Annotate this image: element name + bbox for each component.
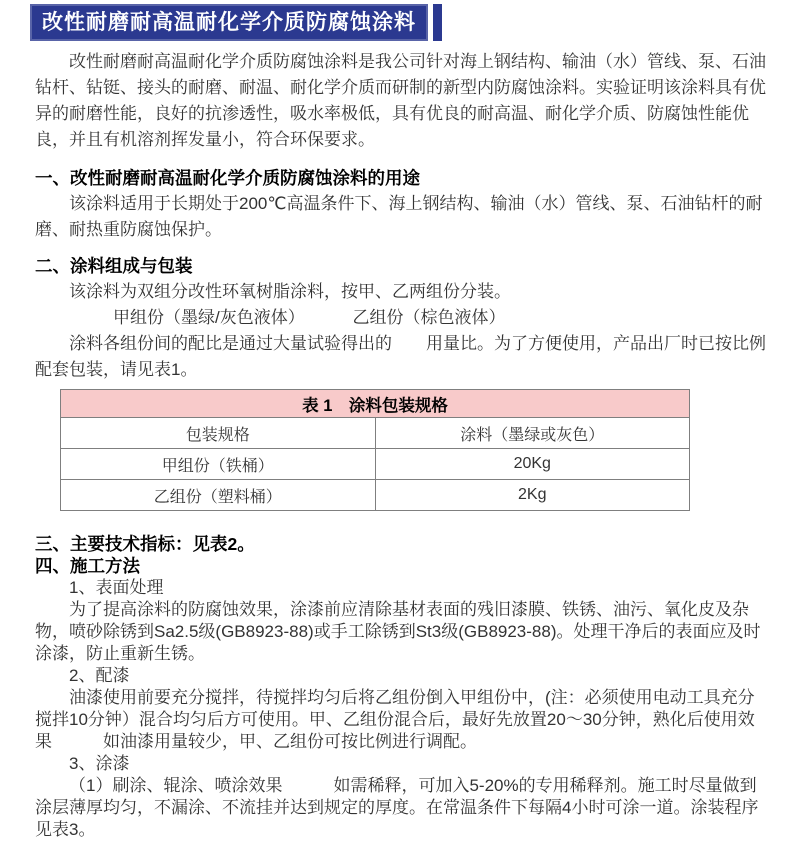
- table-cell: 包装规格: [61, 418, 376, 449]
- table-cell: 乙组份（塑料桶）: [61, 480, 376, 511]
- step3-body: （1）刷涂、辊涂、喷涂效果 如需稀释，可加入5-20%的专用稀释剂。施工时尽量做到涂层薄厚均匀，不漏涂、不流挂并达到规定的厚度。在常温条件下每隔4小时可涂一道。涂装程序见表3。: [35, 776, 759, 839]
- step1-body: 为了提高涂料的防腐蚀效果，涂漆前应清除基材表面的残旧漆膜、铁锈、油污、氧化皮及杂物，喷砂除锈到Sa2.5级(GB8923-88)或手工除锈到St3级(GB8923-88)。处理干净后的表面应及时涂漆，防止重新生锈。: [35, 600, 761, 663]
- table-row: [61, 418, 690, 449]
- table-row: [61, 480, 690, 511]
- component-a-label: 甲组份（墨绿/灰色液体）: [113, 308, 305, 327]
- step2-title: 2、配漆: [69, 666, 130, 685]
- table-cell: 甲组份（铁桶）: [61, 449, 376, 480]
- section2-paragraph-1: 该涂料为双组分改性环氧树脂涂料，按甲、乙两组份分装。: [69, 282, 511, 301]
- table-cell: 2Kg: [375, 480, 690, 511]
- component-b-label: 乙组份（棕色液体）: [352, 308, 506, 327]
- document-header: [30, 4, 766, 41]
- step2-body: 油漆使用前要充分搅拌，待搅拌均匀后将乙组份倒入甲组份中，(注：必须使用电动工具充分搅拌10分钟）混合均匀后方可使用。甲、乙组份混合后，最好先放置20～30分钟，熟化后使用效果 如油漆用量较少，甲、乙组份可按比例进行调配。: [35, 688, 755, 751]
- packaging-table: [60, 389, 690, 511]
- page-title: 改性耐磨耐高温耐化学介质防腐蚀涂料: [30, 4, 428, 41]
- table-caption: 表 1 涂料包装规格: [61, 390, 690, 418]
- section1-body: 该涂料适用于长期处于200℃高温条件下、海上钢结构、输油（水）管线、泵、石油钻杆的耐磨、耐热重防腐蚀保护。: [35, 194, 763, 239]
- section3-heading: 三、主要技术指标：见表2。: [35, 534, 255, 554]
- construction-section: [35, 533, 766, 841]
- table-caption-row: [61, 390, 690, 418]
- section4-heading: 四、施工方法: [35, 556, 140, 576]
- intro-paragraph: 改性耐磨耐高温耐化学介质防腐蚀涂料是我公司针对海上钢结构、输油（水）管线、泵、石油钻杆、钻铤、接头的耐磨、耐温、耐化学介质而研制的新型内防腐蚀涂料。实验证明该涂料具有优异的耐磨性能，良好的抗渗透性，吸水率极低，具有优良的耐高温、耐化学介质、防腐蚀性能优良，并且有机溶剂挥发量小，符合环保要求。: [35, 52, 766, 149]
- step3-title: 3、涂漆: [69, 754, 130, 773]
- section2-paragraph-2: 涂料各组份间的配比是通过大量试验得出的 用量比。为了方便使用，产品出厂时已按比例配套包装，请见表1。: [35, 334, 766, 379]
- component-line: [35, 305, 766, 331]
- table-row: [61, 449, 690, 480]
- title-accent-bar: [433, 4, 442, 41]
- step1-title: 1、表面处理: [69, 578, 164, 597]
- table-cell: 20Kg: [375, 449, 690, 480]
- table-cell: 涂料（墨绿或灰色）: [375, 418, 690, 449]
- section2-heading: 二、涂料组成与包装: [35, 256, 193, 276]
- section1-heading: 一、改性耐磨耐高温耐化学介质防腐蚀涂料的用途: [35, 168, 420, 188]
